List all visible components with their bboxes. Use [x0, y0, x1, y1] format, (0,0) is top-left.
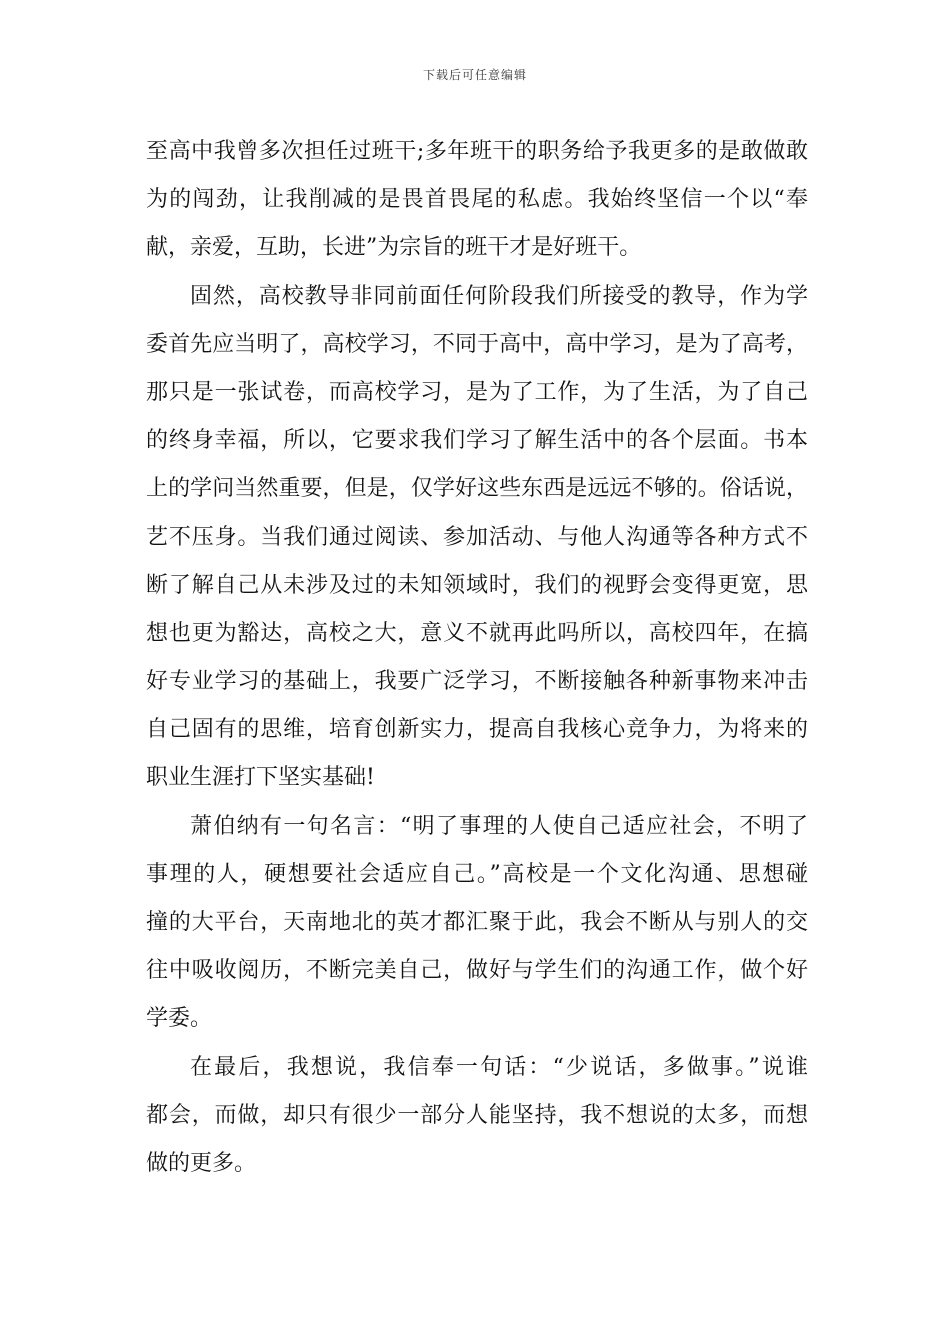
text-line: 艺不压身。当我们通过阅读、参加活动、与他人沟通等各种方式不 — [146, 524, 808, 550]
page-header: 下载后可任意编辑 — [422, 68, 527, 82]
text-line: 的终身幸福，所以，它要求我们学习了解生活中的各个层面。书本 — [146, 428, 808, 454]
text-line: 做的更多。 — [146, 1150, 257, 1176]
text-line: 上的学问当然重要，但是，仅学好这些东西是远远不够的。俗话说， — [146, 476, 808, 502]
text-line: 委首先应当明了，高校学习，不同于高中，高中学习，是为了高考， — [146, 331, 808, 357]
text-line: 往中吸收阅历，不断完美自己，做好与学生们的沟通工作，做个好 — [146, 958, 808, 984]
text-line: 在最后，我想说，我信奉一句话：“少说话，多做事。”说谁 — [190, 1054, 808, 1080]
text-line: 断了解自己从未涉及过的未知领域时，我们的视野会变得更宽，思 — [146, 572, 808, 598]
text-line: 固然，高校教导非同前面任何阶段我们所接受的教导，作为学 — [190, 283, 808, 309]
document-body — [146, 128, 808, 1188]
text-line: 好专业学习的基础上，我要广泛学习，不断接触各种新事物来冲击 — [146, 669, 808, 695]
text-line: 自己固有的思维，培育创新实力，提高自我核心竞争力，为将来的 — [146, 717, 808, 743]
text-line: 事理的人，硬想要社会适应自己。”高校是一个文化沟通、思想碰 — [146, 861, 808, 887]
text-line: 至高中我曾多次担任过班干;多年班干的职务给予我更多的是敢做敢 — [146, 139, 808, 164]
text-line: 献，亲爱，互助，长进”为宗旨的班干才是好班干。 — [146, 235, 642, 261]
text-line: 都会，而做，却只有很少一部分人能坚持，我不想说的太多，而想 — [146, 1102, 808, 1128]
text-line: 学委。 — [146, 1006, 213, 1032]
text-line: 想也更为豁达，高校之大，意义不就再此吗所以，高校四年，在搞 — [146, 620, 808, 646]
text-line: 萧伯纳有一句名言：“明了事理的人使自己适应社会，不明了 — [190, 813, 808, 839]
text-line: 撞的大平台，天南地北的英才都汇聚于此，我会不断从与别人的交 — [146, 910, 808, 935]
text-line: 职业生涯打下坚实基础! — [146, 765, 375, 791]
text-line: 那只是一张试卷，而高校学习，是为了工作，为了生活，为了自己 — [146, 379, 808, 405]
text-line: 为的闯劲，让我削减的是畏首畏尾的私虑。我始终坚信一个以“奉 — [146, 187, 808, 213]
